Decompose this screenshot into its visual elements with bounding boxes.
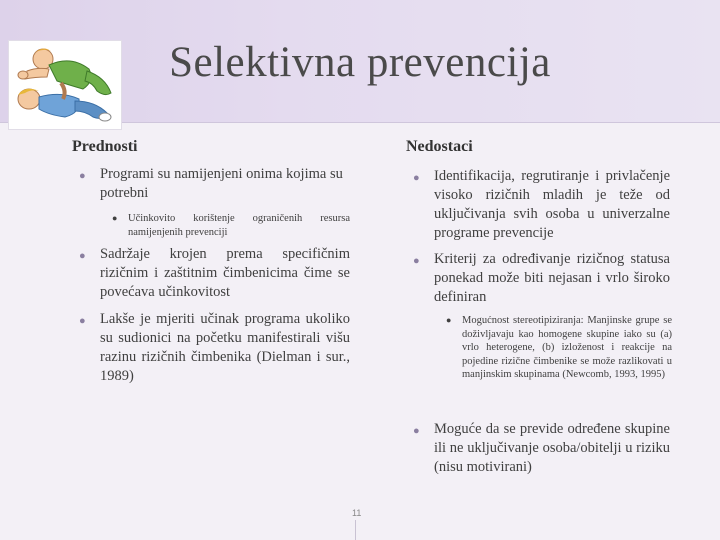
disadvantages-heading: Nedostaci xyxy=(406,138,473,155)
disadvantage-item: ● Moguće da se previde određene skupine ili ne uključivanje osoba/obitelji u riziku (nisu motivirani) xyxy=(413,421,670,475)
bullet-icon: ● xyxy=(413,425,420,437)
page-divider xyxy=(355,520,356,540)
disadvantage-sub-item: ● Mogućnost stereotipiziranja: Manjinske grupe se doživljavaju kao homogene skupine iako su (a) vrlo heterogene, (b) izloženost i reakcije na pojedine rizične čimbenike se može razlikovati u manjinskim skupinama (Newcomb, 1993, 1995) xyxy=(446,315,672,380)
bullet-icon: ● xyxy=(413,255,420,267)
bullet-icon: ● xyxy=(79,250,86,262)
children-wrestling-icon xyxy=(9,41,121,129)
bullet-icon: ● xyxy=(446,315,452,325)
bullet-icon: ● xyxy=(79,315,86,327)
advantage-item: ● Sadržaje krojen prema specifičnim rizičnim i zaštitnim čimbenicima čime se povećava učinkovitost xyxy=(79,246,350,300)
slide-title: Selektivna prevencija xyxy=(169,39,551,86)
advantages-heading: Prednosti xyxy=(72,138,138,155)
page-number: 11 xyxy=(352,508,362,518)
disadvantage-item: ● Kriterij za određivanje rizičnog statusa ponekad može biti nejasan i vrlo široko definiran xyxy=(413,251,670,305)
bullet-icon: ● xyxy=(79,170,86,182)
bullet-icon: ● xyxy=(413,172,420,184)
advantage-item: ● Programi su namijenjeni onima kojima su potrebni xyxy=(79,166,343,201)
advantage-sub-item: ● Učinkovito korištenje ograničenih resursa namijenjenih prevenciji xyxy=(112,213,350,238)
disadvantage-item: ● Identifikacija, regrutiranje i privlačenje visoko rizičnih mladih je teže od uključivanja svih osoba u univerzalne programe prevencije xyxy=(413,168,670,241)
bullet-icon: ● xyxy=(112,213,118,223)
children-illustration xyxy=(8,40,122,130)
advantage-item: ● Lakše je mjeriti učinak programa ukoliko su sudionici na početku manifestirali višu razinu rizičnih čimbenika (Dielman i sur., 1989) xyxy=(79,311,350,384)
